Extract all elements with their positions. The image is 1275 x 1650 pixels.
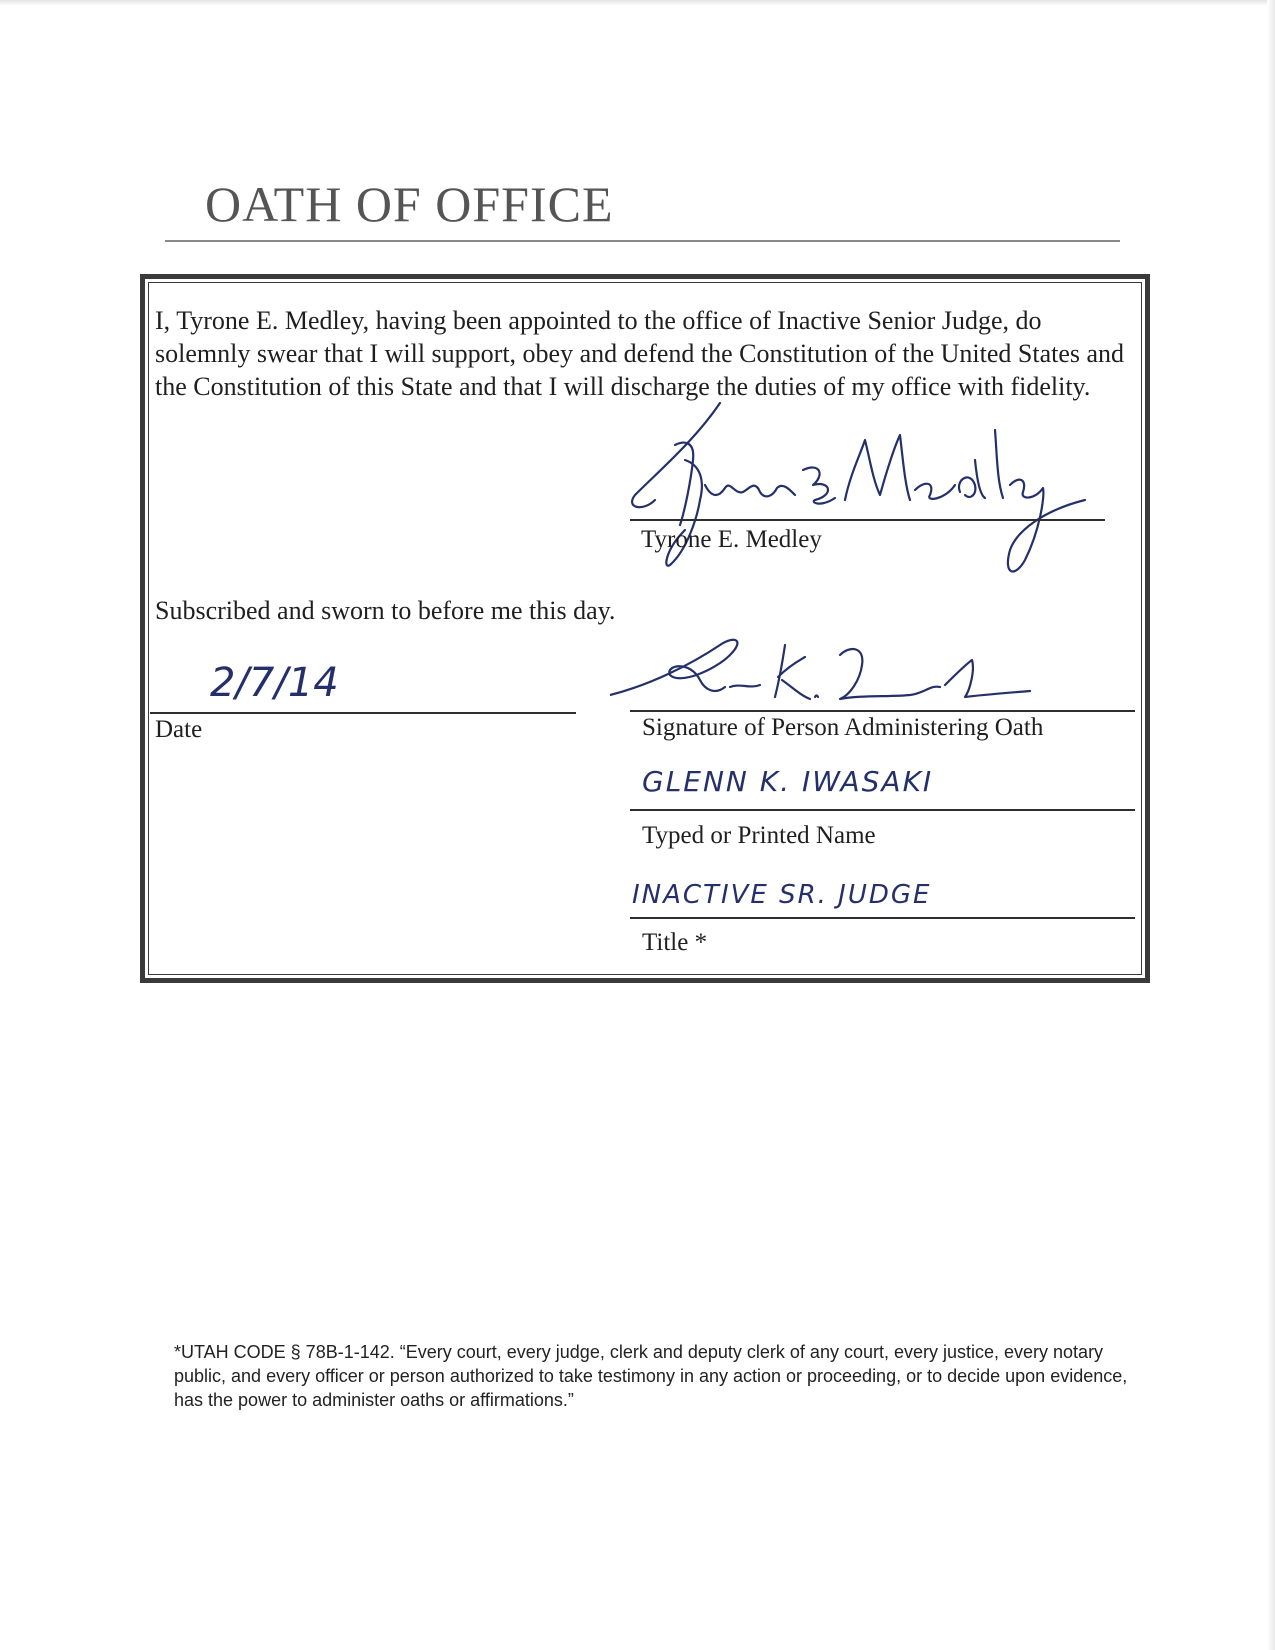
administering-signature-line	[630, 710, 1135, 712]
title-handwritten: INACTIVE SR. JUDGE	[632, 880, 932, 910]
title-line	[630, 917, 1135, 919]
date-handwritten: 2/7/14	[210, 660, 339, 706]
administering-signature-label: Signature of Person Administering Oath	[642, 714, 1044, 741]
document-title: OATH OF OFFICE	[205, 176, 614, 232]
date-label: Date	[155, 716, 203, 743]
administering-signature-icon	[610, 625, 1050, 715]
subscribed-statement: Subscribed and sworn to before me this day.	[155, 596, 616, 625]
oath-statement: I, Tyrone E. Medley, having been appointed to the office of Inactive Senior Judge, do solemnly swear that I will support, obey and defend the Constitution of the United States and the Constitution of this State and that I will discharge the duties of my office with fidelity.	[155, 306, 1125, 401]
oath-taker-signature-icon	[625, 400, 1095, 610]
date-line	[150, 712, 576, 714]
scan-edge	[0, 0, 1275, 6]
printed-name-handwritten: GLENN K. IWASAKI	[642, 765, 934, 798]
oath-taker-signature-line	[630, 519, 1105, 521]
printed-name-line	[630, 809, 1135, 811]
title-rule	[165, 240, 1120, 242]
printed-name-label: Typed or Printed Name	[642, 822, 876, 849]
scan-edge-shadow	[1267, 0, 1275, 1650]
oath-taker-name-label: Tyrone E. Medley	[641, 526, 822, 553]
title-label: Title *	[642, 929, 708, 956]
legal-footnote: *UTAH CODE § 78B-1-142. “Every court, every judge, clerk and deputy clerk of any court, every justice, every notary public, and every officer or person authorized to take testimony in any action or proceeding, or to decide upon evidence, has the power to administer oaths or affirmations.”	[174, 1342, 1128, 1410]
